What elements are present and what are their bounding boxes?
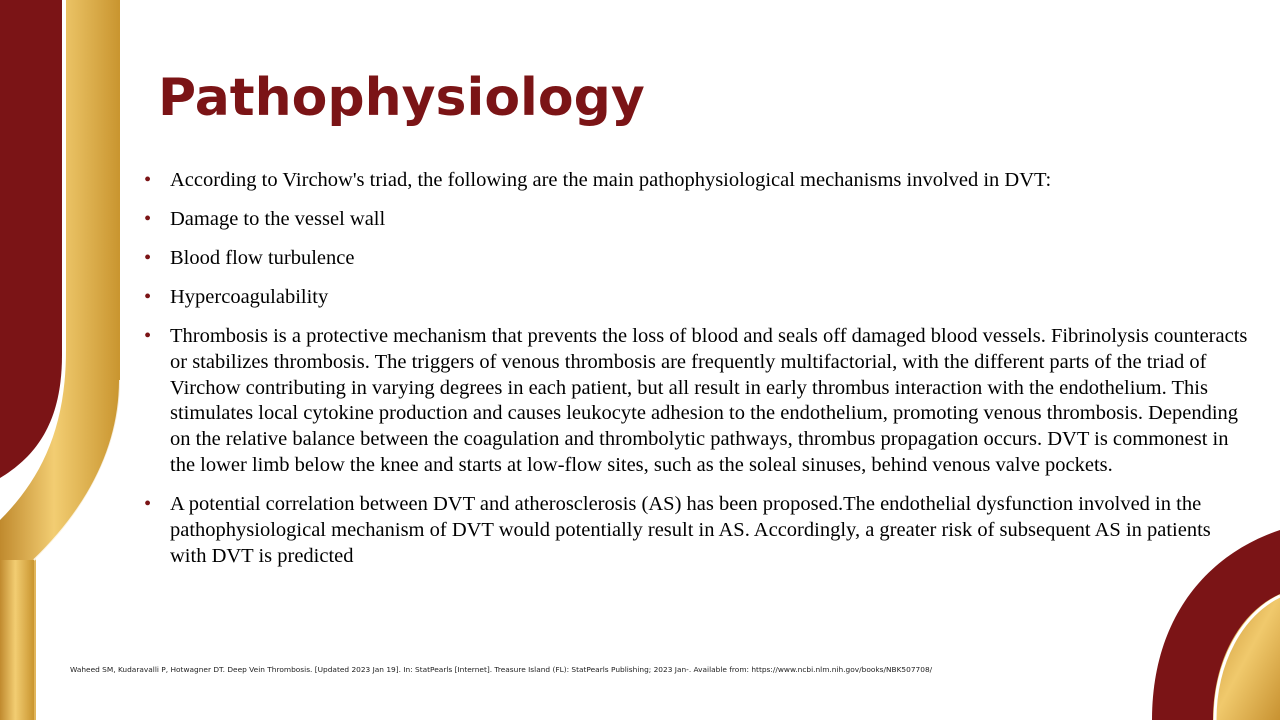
- slide-title: Pathophysiology: [158, 68, 645, 128]
- bullet-item-thrombosis: • Thrombosis is a protective mechanism that prevents the loss of blood and seals off damaged blood vessels. Fibrinolysis counteracts or stabilizes thrombosis. The triggers of venous thrombosis are frequently multifactorial, with the different parts of the triad of Virchow contributing in varying degrees in each patient, but all result in early thrombus interaction with the endothelium. This stimulates local cytokine production and causes leukocyte adhesion to the endothelium, promoting venous thrombosis. Depending on the relative balance between the coagulation and thrombolytic pathways, thrombus propagation occurs. DVT is commonest in the lower limb below the knee and starts at low-flow sites, such as the soleal sinuses, behind venous valve pockets.: [142, 324, 1252, 479]
- left-gold-strip: [0, 560, 34, 720]
- bullet-item-atherosclerosis: • A potential correlation between DVT and atherosclerosis (AS) has been proposed.The endothelial dysfunction involved in the pathophysiological mechanism of DVT would potentially result in AS. Accordingly, a greater risk of subsequent AS in patients with DVT is predicted: [142, 492, 1252, 569]
- citation-reference: Waheed SM, Kudaravalli P, Hotwagner DT. Deep Vein Thrombosis. [Updated 2023 Jan 19]. In: StatPearls [Internet]. Treasure Island (FL): StatPearls Publishing; 2023 Jan-. Available from: https://www.ncbi.nlm.nih.gov/books/NBK507708/: [70, 665, 933, 674]
- left-maroon-band: [0, 0, 62, 478]
- bullet-list: [142, 168, 1252, 582]
- bullet-item-blood-flow: • Blood flow turbulence: [142, 246, 1252, 272]
- bullet-item-hypercoagulability: • Hypercoagulability: [142, 285, 1252, 311]
- bullet-item-vessel-wall: • Damage to the vessel wall: [142, 207, 1252, 233]
- left-ribbon: [0, 0, 120, 720]
- bullet-item-virchow-triad: • According to Virchow's triad, the following are the main pathophysiological mechanisms involved in DVT:: [142, 168, 1252, 194]
